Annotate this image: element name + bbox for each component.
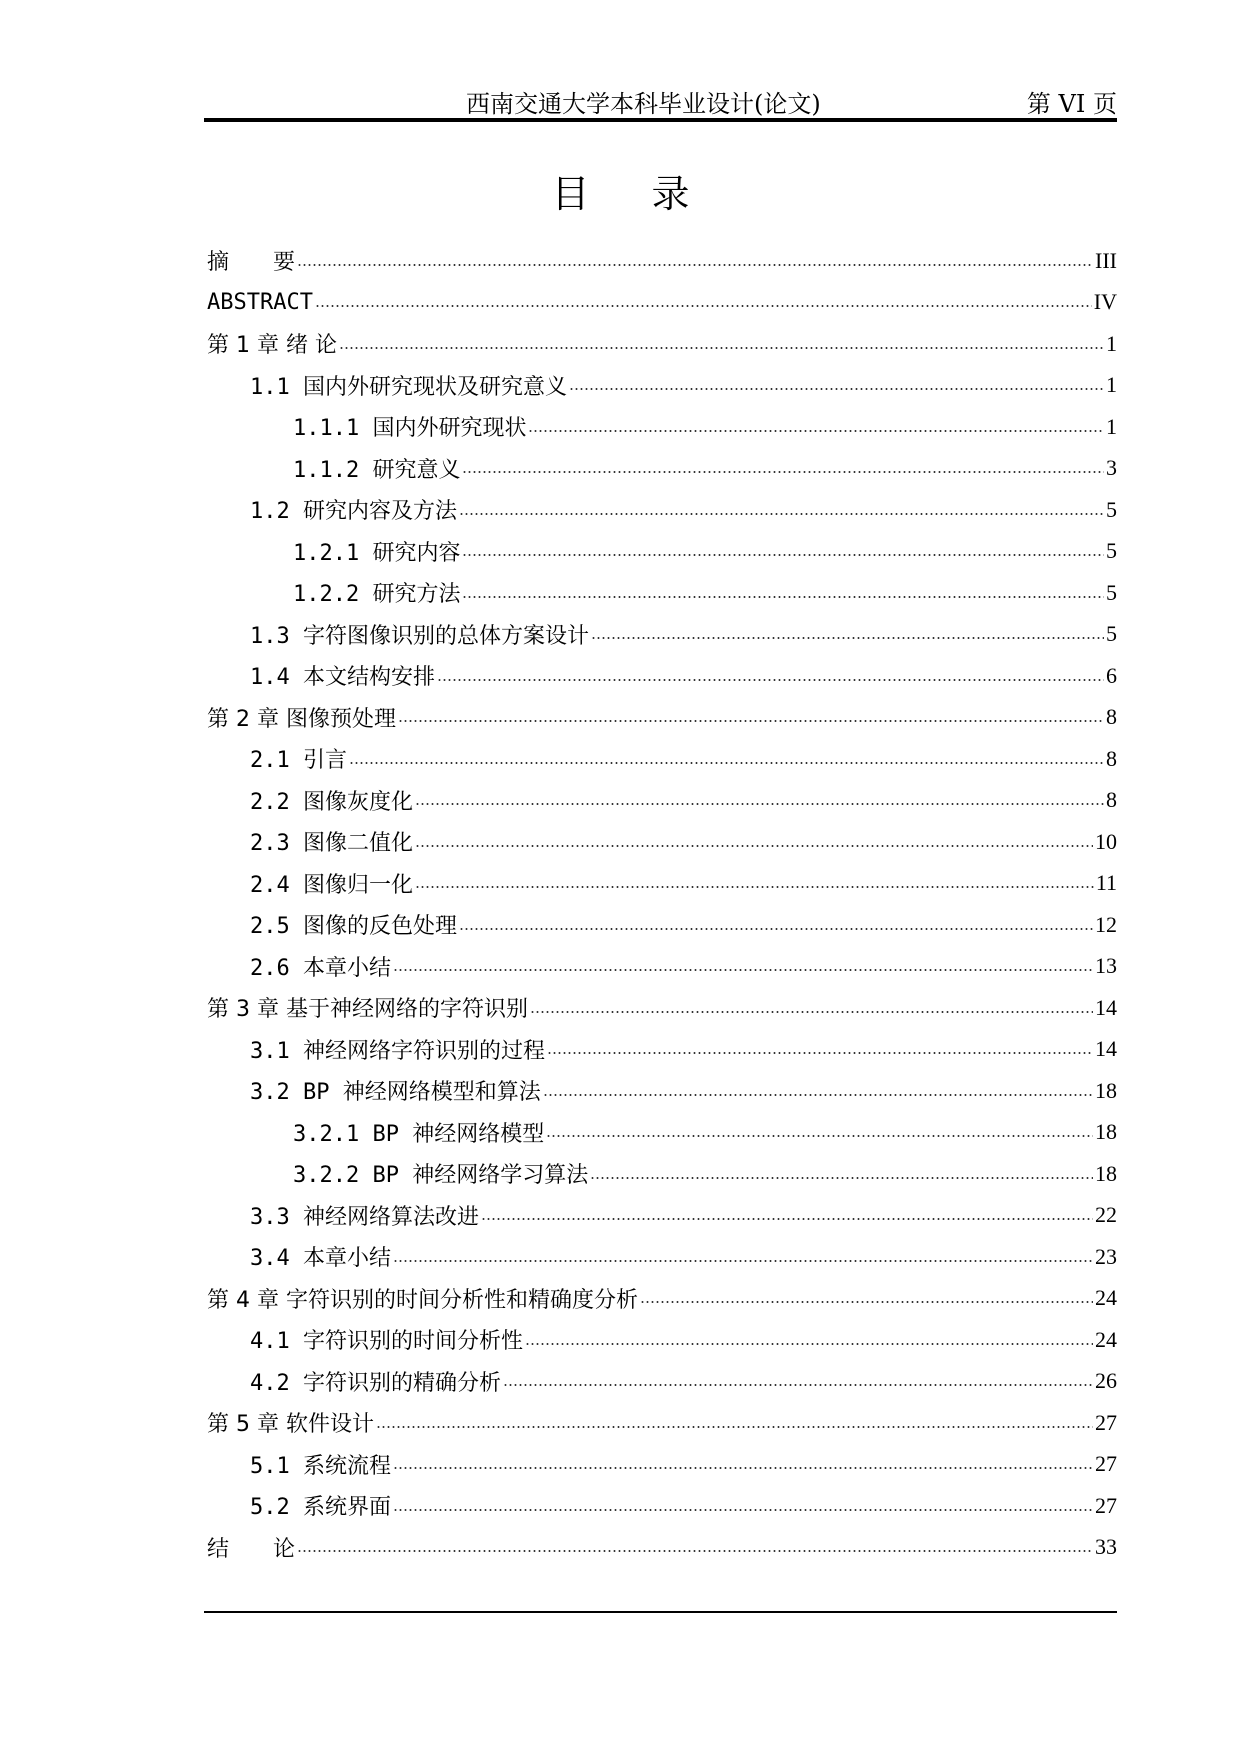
toc-entry-title: 1.3 字符图像识别的总体方案设计 bbox=[250, 623, 589, 649]
toc-entry[interactable] bbox=[207, 531, 1117, 573]
toc-entry[interactable] bbox=[207, 1485, 1117, 1527]
toc-entry-title: 1.2 研究内容及方法 bbox=[250, 499, 457, 525]
toc-entry[interactable] bbox=[207, 448, 1117, 490]
header-rule bbox=[204, 118, 1117, 122]
toc-entry-title: 3.3 神经网络算法改进 bbox=[250, 1204, 479, 1230]
toc-entry-title: 3.2 BP 神经网络模型和算法 bbox=[250, 1080, 541, 1106]
toc-entry-page: 13 bbox=[1095, 953, 1117, 979]
toc-entry[interactable] bbox=[207, 1195, 1117, 1237]
toc-entry-title: 1.2.1 研究内容 bbox=[293, 540, 461, 566]
toc-entry[interactable] bbox=[207, 821, 1117, 863]
toc-entry[interactable] bbox=[207, 1402, 1117, 1444]
toc-entry-page: 18 bbox=[1095, 1077, 1117, 1103]
toc-entry[interactable] bbox=[207, 406, 1117, 448]
toc-entry-title: 3.4 本章小结 bbox=[250, 1246, 391, 1272]
toc-entry-title: 2.1 引言 bbox=[250, 748, 347, 774]
toc-entry[interactable] bbox=[207, 323, 1117, 365]
toc-entry-page: 22 bbox=[1095, 1202, 1117, 1228]
dot-leader bbox=[339, 346, 1104, 350]
dot-leader bbox=[525, 1342, 1093, 1346]
toc-entry-title: 3.2.2 BP 神经网络学习算法 bbox=[293, 1163, 589, 1189]
dot-leader bbox=[393, 1508, 1093, 1512]
toc-entry[interactable] bbox=[207, 1029, 1117, 1071]
toc-entry[interactable] bbox=[207, 697, 1117, 739]
dot-leader bbox=[590, 1176, 1093, 1180]
dot-leader bbox=[481, 1217, 1093, 1221]
dot-leader bbox=[462, 553, 1104, 557]
toc-entry-page: 26 bbox=[1095, 1368, 1117, 1394]
toc-entry-page: 12 bbox=[1095, 911, 1117, 937]
toc-entry-title: 1.4 本文结构安排 bbox=[250, 665, 435, 691]
toc-entry[interactable] bbox=[207, 1112, 1117, 1154]
toc-entry[interactable] bbox=[207, 1319, 1117, 1361]
dot-leader bbox=[462, 595, 1104, 599]
dot-leader bbox=[528, 429, 1104, 433]
toc-entry-title: 5.1 系统流程 bbox=[250, 1453, 391, 1479]
toc-entry-page: 1 bbox=[1106, 372, 1117, 398]
toc-entry-page: 24 bbox=[1095, 1285, 1117, 1311]
toc-entry[interactable] bbox=[207, 1278, 1117, 1320]
dot-leader bbox=[459, 512, 1104, 516]
header-page-number: 第 VI 页 bbox=[1026, 90, 1117, 118]
toc-entry[interactable] bbox=[207, 365, 1117, 407]
toc-entry-page: 14 bbox=[1095, 994, 1117, 1020]
dot-leader bbox=[640, 1300, 1093, 1304]
toc-entry-page: 5 bbox=[1106, 538, 1117, 564]
dot-leader bbox=[297, 263, 1093, 267]
toc-entry-title: 1.1.2 研究意义 bbox=[293, 457, 461, 483]
toc-entry[interactable] bbox=[207, 780, 1117, 822]
toc-entry-page: 8 bbox=[1106, 745, 1117, 771]
header-title: 西南交通大学本科毕业设计(论文) bbox=[466, 90, 821, 118]
toc-entry-page: III bbox=[1095, 247, 1117, 273]
toc-entry-title: 结 论 bbox=[207, 1536, 296, 1562]
toc-entry[interactable] bbox=[207, 1236, 1117, 1278]
toc-entry-page: 33 bbox=[1095, 1534, 1117, 1560]
toc-entry-title: ABSTRACT bbox=[207, 289, 313, 315]
dot-leader bbox=[315, 304, 1092, 308]
toc-entry[interactable] bbox=[207, 738, 1117, 780]
toc-entry-title: 1.2.2 研究方法 bbox=[293, 582, 461, 608]
toc-entry-title: 3.2.1 BP 神经网络模型 bbox=[293, 1121, 545, 1147]
toc-entry-page: IV bbox=[1093, 289, 1117, 315]
toc-entry[interactable] bbox=[207, 904, 1117, 946]
toc-entry-title: 第 2 章 图像预处理 bbox=[207, 706, 396, 732]
toc-entry-page: 24 bbox=[1095, 1326, 1117, 1352]
toc-entry[interactable] bbox=[207, 614, 1117, 656]
dot-leader bbox=[547, 1051, 1093, 1055]
toc-entry-title: 5.2 系统界面 bbox=[250, 1495, 391, 1521]
toc-entry-title: 2.4 图像归一化 bbox=[250, 872, 413, 898]
toc-entry-title: 第 4 章 字符识别的时间分析性和精确度分析 bbox=[207, 1287, 638, 1313]
dot-leader bbox=[569, 387, 1104, 391]
table-of-contents bbox=[207, 240, 1117, 1568]
dot-leader bbox=[415, 885, 1094, 889]
dot-leader bbox=[297, 1549, 1093, 1553]
toc-entry-title: 1.1 国内外研究现状及研究意义 bbox=[250, 374, 567, 400]
toc-entry-page: 27 bbox=[1095, 1409, 1117, 1435]
toc-entry-page: 3 bbox=[1106, 455, 1117, 481]
dot-leader bbox=[393, 968, 1093, 972]
dot-leader bbox=[591, 636, 1104, 640]
toc-entry[interactable] bbox=[207, 1361, 1117, 1403]
toc-entry-page: 11 bbox=[1095, 870, 1117, 896]
dot-leader bbox=[415, 802, 1104, 806]
toc-entry-page: 8 bbox=[1106, 787, 1117, 813]
dot-leader bbox=[546, 1134, 1093, 1138]
toc-entry-title: 2.2 图像灰度化 bbox=[250, 789, 413, 815]
toc-entry-page: 5 bbox=[1106, 496, 1117, 522]
dot-leader bbox=[437, 678, 1104, 682]
toc-entry-page: 1 bbox=[1106, 330, 1117, 356]
toc-entry-page: 18 bbox=[1095, 1119, 1117, 1145]
toc-entry-page: 5 bbox=[1106, 579, 1117, 605]
toc-entry-page: 5 bbox=[1106, 621, 1117, 647]
toc-entry-title: 2.6 本章小结 bbox=[250, 955, 391, 981]
dot-leader bbox=[462, 470, 1104, 474]
toc-entry-title: 4.1 字符识别的时间分析性 bbox=[250, 1329, 523, 1355]
toc-entry-title: 第 3 章 基于神经网络的字符识别 bbox=[207, 997, 528, 1023]
dot-leader bbox=[393, 1259, 1093, 1263]
toc-entry[interactable] bbox=[207, 863, 1117, 905]
dot-leader bbox=[459, 927, 1093, 931]
toc-entry[interactable] bbox=[207, 489, 1117, 531]
toc-entry[interactable] bbox=[207, 946, 1117, 988]
toc-entry-title: 摘 要 bbox=[207, 250, 296, 276]
dot-leader bbox=[530, 1010, 1093, 1014]
toc-entry[interactable] bbox=[207, 1527, 1117, 1569]
toc-entry-page: 6 bbox=[1106, 662, 1117, 688]
toc-entry-page: 14 bbox=[1095, 1036, 1117, 1062]
toc-entry[interactable] bbox=[207, 987, 1117, 1029]
dot-leader bbox=[376, 1425, 1093, 1429]
toc-entry[interactable] bbox=[207, 1153, 1117, 1195]
toc-entry-title: 3.1 神经网络字符识别的过程 bbox=[250, 1038, 545, 1064]
dot-leader bbox=[543, 1093, 1093, 1097]
toc-entry-title: 2.3 图像二值化 bbox=[250, 831, 413, 857]
dot-leader bbox=[503, 1383, 1093, 1387]
dot-leader bbox=[349, 761, 1104, 765]
footer-rule bbox=[204, 1611, 1117, 1613]
toc-entry-title: 1.1.1 国内外研究现状 bbox=[293, 416, 527, 442]
toc-entry[interactable] bbox=[207, 240, 1117, 282]
toc-entry[interactable] bbox=[207, 1444, 1117, 1486]
toc-entry-page: 8 bbox=[1106, 704, 1117, 730]
toc-entry-page: 27 bbox=[1095, 1492, 1117, 1518]
dot-leader bbox=[415, 844, 1093, 848]
dot-leader bbox=[398, 719, 1104, 723]
toc-entry-title: 第 5 章 软件设计 bbox=[207, 1412, 374, 1438]
toc-entry-page: 27 bbox=[1095, 1451, 1117, 1477]
toc-entry[interactable] bbox=[207, 282, 1117, 324]
toc-entry-title: 2.5 图像的反色处理 bbox=[250, 914, 457, 940]
dot-leader bbox=[393, 1466, 1093, 1470]
toc-entry[interactable] bbox=[207, 655, 1117, 697]
toc-entry[interactable] bbox=[207, 1070, 1117, 1112]
toc-entry-title: 4.2 字符识别的精确分析 bbox=[250, 1370, 501, 1396]
toc-entry-title: 第 1 章 绪 论 bbox=[207, 333, 337, 359]
toc-entry-page: 10 bbox=[1095, 828, 1117, 854]
toc-title: 目录 bbox=[551, 172, 752, 216]
toc-entry-page: 1 bbox=[1106, 413, 1117, 439]
toc-entry-page: 23 bbox=[1095, 1243, 1117, 1269]
toc-entry[interactable] bbox=[207, 572, 1117, 614]
toc-entry-page: 18 bbox=[1095, 1160, 1117, 1186]
